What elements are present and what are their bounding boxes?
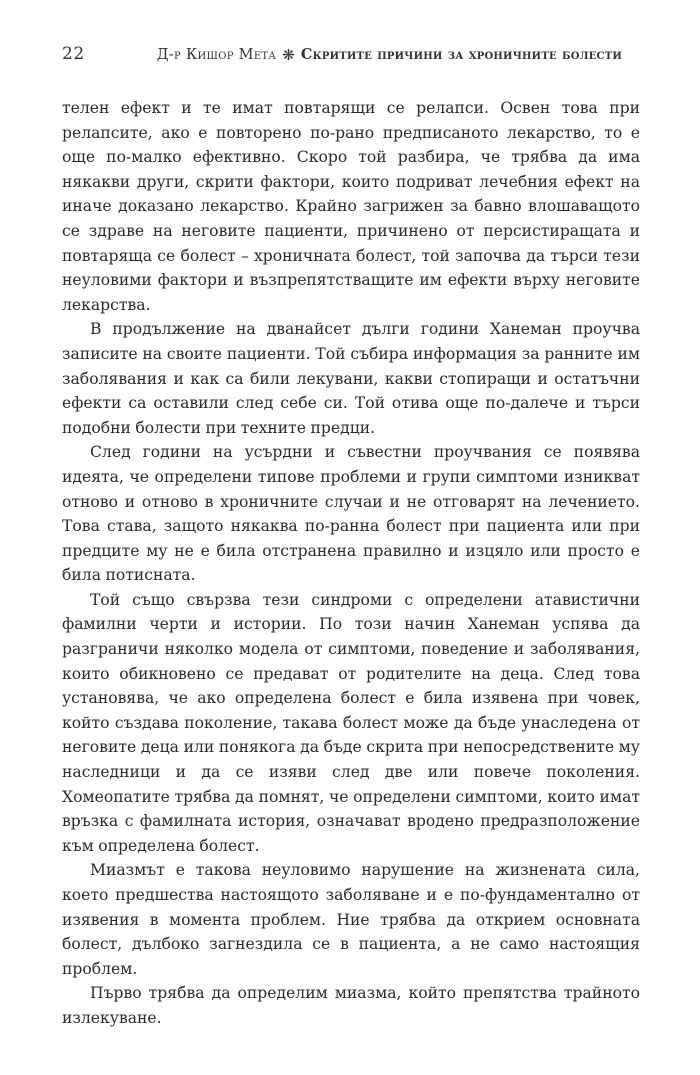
flower-ornament-icon: ❋ bbox=[282, 46, 295, 64]
paragraph: Първо трябва да определим миазма, който препятства трайното излекуване. bbox=[62, 984, 640, 1027]
page-number: 22 bbox=[62, 44, 85, 64]
book-title: Скритите причини за хроничните болести bbox=[300, 46, 622, 63]
paragraph-continued: телен ефект и те имат повтарящи се релапси. Освен това при релапсите, ако е повторено по-рано предписаното лекарство, то е още по-малко ефективно. Скоро той разбира, че трябва да има някакви други, скрити фактори, които подриват лечебния ефект на иначе доказано лекарство. Крайно загрижен за бавно влошаващото се здраве на неговите пациенти, причинено от персистиращата и повтаряща се болест – хроничната болест, той започва да търси тези неуловими фактори и възпрепятстващите им ефекти върху неговите лекарства. bbox=[62, 99, 640, 314]
paragraph: След години на усърдни и съвестни проучвания се появява идеята, че определени типове проблеми и групи симптоми изникват отново и отново в хроничните случаи и не отговарят на лечението. Това става, защото някаква по-ранна болест при пациента или при предците му не е била отстранена правилно и изцяло или просто е била потисната. bbox=[62, 443, 640, 585]
body-text bbox=[62, 96, 640, 1031]
paragraph: В продължение на дванайсет дълги години Ханеман проучва записите на своите пациенти. Той събира информация за ранните им заболявания и как са били лекувани, какви стопиращи и остатъчни ефекти са оставили след себе си. Той отива още по-далече и търси подобни болести при техните предци. bbox=[62, 320, 640, 437]
running-head bbox=[157, 45, 622, 63]
author-name: Д-р Кишор Мета bbox=[156, 47, 277, 63]
paragraph: Миазмът е такова неуловимо нарушение на жизнената сила, което предшества настоящото заболяване и е по-фундаментално от изявения в момента проблем. Ние трябва да открием основната болест, дълбоко загнездила се в пациента, а не само настоящия проблем. bbox=[62, 861, 640, 978]
running-header bbox=[62, 44, 622, 72]
paragraph: Той също свързва тези синдроми с определени атавистични фамилни черти и истории. По този начин Ханеман успява да разграничи няколко модела от симптоми, поведение и заболявания, които обикновено се предават от родителите на деца. След това установява, че ако определена болест е била изявена при човек, който създава поколение, такава болест може да бъде унаследена от неговите деца или понякога да бъде скрита при непосредствените му наследници и да се изяви след две или повече поколения. Хомеопатите трябва да помнят, че определени симптоми, които имат връзка с фамилната история, означават вродено предразположение към определена болест. bbox=[62, 590, 640, 855]
